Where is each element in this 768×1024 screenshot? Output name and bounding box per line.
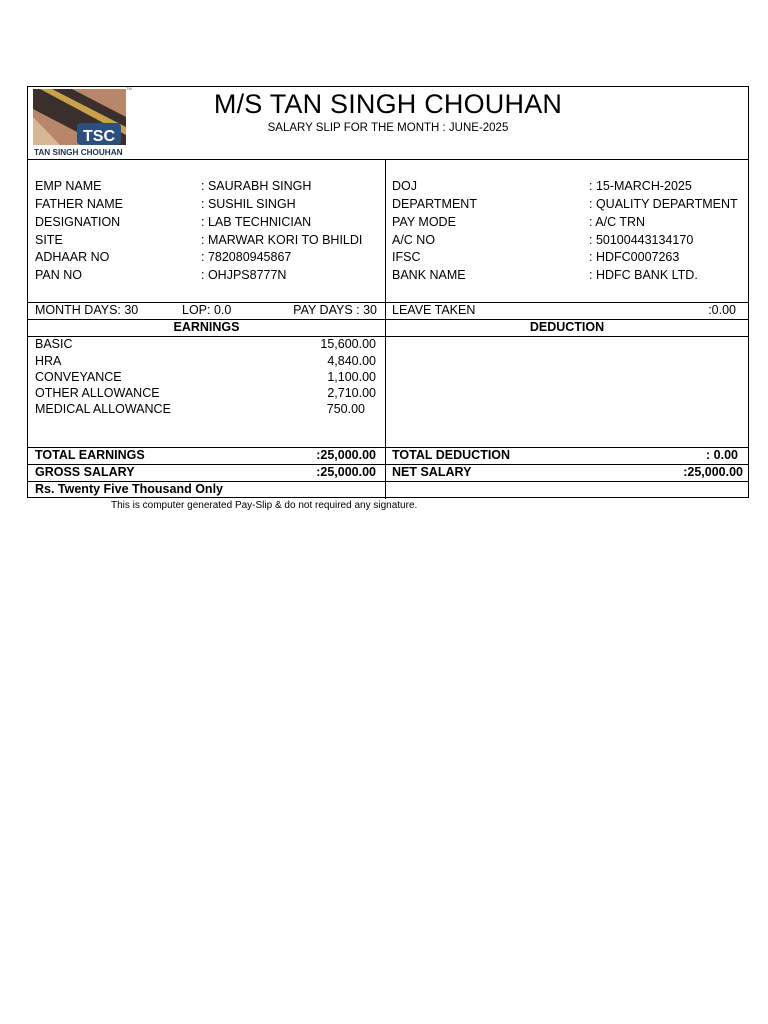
ifsc-value: : HDFC0007263 xyxy=(589,250,680,264)
department-value: : QUALITY DEPARTMENT xyxy=(589,197,738,211)
earning-label: CONVEYANCE xyxy=(35,370,122,384)
pay-mode-label: PAY MODE xyxy=(392,215,456,229)
bank-name-label: BANK NAME xyxy=(392,268,466,282)
department-label: DEPARTMENT xyxy=(392,197,477,211)
adhaar-label: ADHAAR NO xyxy=(35,250,110,264)
ifsc-label: IFSC xyxy=(392,250,421,264)
site-label: SITE xyxy=(35,233,63,247)
doj-label: DOJ xyxy=(392,179,417,193)
net-salary-label: NET SALARY xyxy=(392,465,472,479)
father-name-label: FATHER NAME xyxy=(35,197,123,211)
designation-value: : LAB TECHNICIAN xyxy=(201,215,312,229)
pay-mode-value: : A/C TRN xyxy=(589,215,646,229)
earning-amount: 15,600.00 xyxy=(320,337,376,351)
leave-taken-value: :0.00 xyxy=(708,303,736,317)
account-no-value: : 50100443134170 xyxy=(589,233,694,247)
logo-text: TSC xyxy=(83,128,115,145)
pay-days: PAY DAYS : 30 xyxy=(293,303,377,317)
earning-amount: 750.00 xyxy=(326,402,365,416)
earning-amount: 2,710.00 xyxy=(327,386,376,400)
father-name-value: : SUSHIL SINGH xyxy=(201,197,296,211)
slip-subtitle: SALARY SLIP FOR THE MONTH : JUNE-2025 xyxy=(267,122,509,134)
logo-trademark: TM xyxy=(126,87,132,91)
total-deduction-value: : 0.00 xyxy=(706,448,738,462)
account-no-label: A/C NO xyxy=(392,233,436,247)
earnings-header: EARNINGS xyxy=(173,320,240,334)
logo-caption: TAN SINGH CHOUHAN xyxy=(34,148,123,157)
gross-salary-value: :25,000.00 xyxy=(316,465,376,479)
gross-salary-label: GROSS SALARY xyxy=(35,465,135,479)
pan-label: PAN NO xyxy=(35,268,82,282)
total-earnings-label: TOTAL EARNINGS xyxy=(35,448,145,462)
earning-label: OTHER ALLOWANCE xyxy=(35,386,160,400)
divider xyxy=(28,159,748,160)
earning-label: HRA xyxy=(35,354,62,368)
month-days: MONTH DAYS: 30 xyxy=(35,303,139,317)
leave-taken-label: LEAVE TAKEN xyxy=(392,303,476,317)
footer-note: This is computer generated Pay-Slip & do not required any signature. xyxy=(111,500,418,511)
amount-in-words: Rs. Twenty Five Thousand Only xyxy=(35,482,223,496)
earning-amount: 1,100.00 xyxy=(327,370,376,384)
total-deduction-label: TOTAL DEDUCTION xyxy=(392,448,511,462)
earning-label: BASIC xyxy=(35,337,73,351)
deduction-header: DEDUCTION xyxy=(529,320,605,334)
lop-days: LOP: 0.0 xyxy=(182,303,232,317)
emp-name-value: : SAURABH SINGH xyxy=(201,179,312,193)
site-value: : MARWAR KORI TO BHILDI xyxy=(201,233,363,247)
earning-amount: 4,840.00 xyxy=(327,354,376,368)
bank-name-value: : HDFC BANK LTD. xyxy=(589,268,698,282)
total-earnings-value: :25,000.00 xyxy=(316,448,376,462)
net-salary-value: :25,000.00 xyxy=(683,465,743,479)
company-name: M/S TAN SINGH CHOUHAN xyxy=(213,89,563,119)
emp-name-label: EMP NAME xyxy=(35,179,102,193)
divider xyxy=(28,336,748,337)
earning-label: MEDICAL ALLOWANCE xyxy=(35,402,171,416)
divider xyxy=(28,464,748,465)
designation-label: DESIGNATION xyxy=(35,215,121,229)
doj-value: : 15-MARCH-2025 xyxy=(589,179,692,193)
adhaar-value: : 782080945867 xyxy=(201,250,292,264)
salary-slip xyxy=(27,86,749,498)
pan-value: : OHJPS8777N xyxy=(201,268,287,282)
